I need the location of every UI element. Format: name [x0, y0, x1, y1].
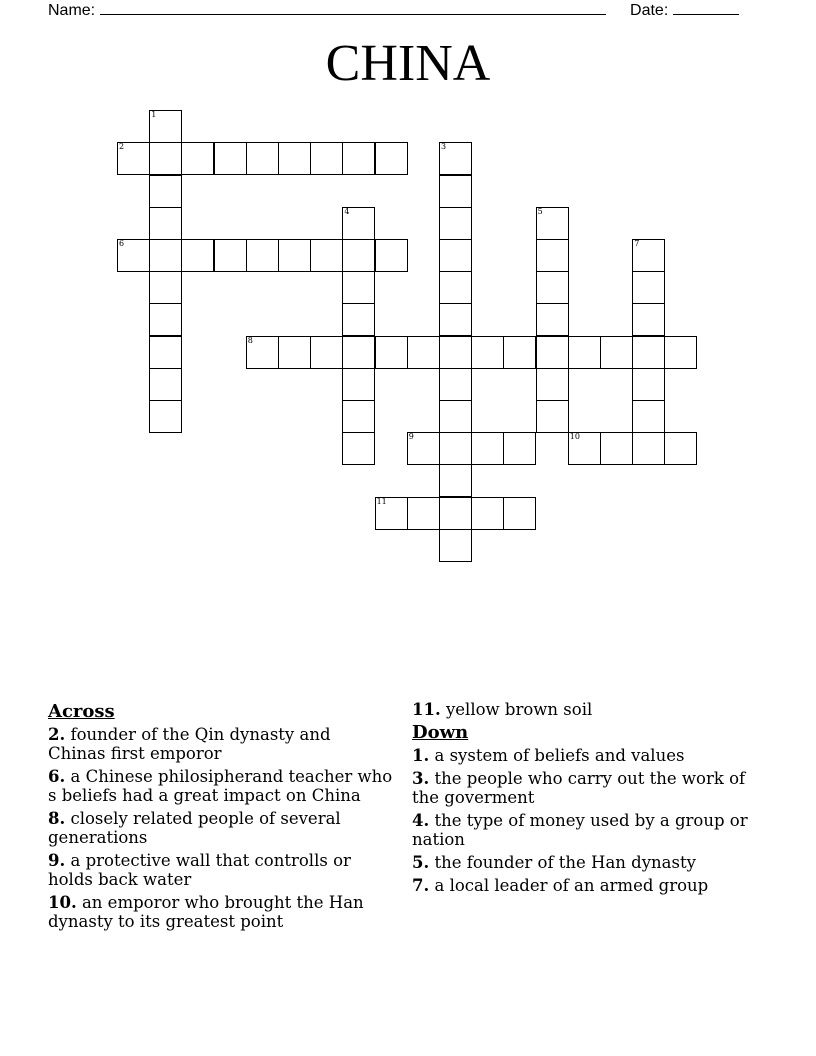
clue-number-label: 5: [537, 206, 543, 216]
grid-cell[interactable]: [149, 271, 182, 304]
clue-number: 11.: [412, 700, 441, 719]
grid-cell[interactable]: [536, 368, 569, 401]
grid-cell[interactable]: [117, 239, 150, 272]
grid-cell[interactable]: [439, 175, 472, 208]
grid-cell[interactable]: [117, 142, 150, 175]
across-clue: [48, 767, 393, 805]
grid-cell[interactable]: [632, 432, 665, 465]
grid-cell[interactable]: [632, 271, 665, 304]
grid-cell[interactable]: [375, 497, 408, 530]
down-clue: [412, 811, 757, 849]
grid-cell[interactable]: [181, 142, 214, 175]
grid-cell[interactable]: [149, 142, 182, 175]
grid-cell[interactable]: [536, 207, 569, 240]
grid-cell[interactable]: [632, 400, 665, 433]
grid-cell[interactable]: [149, 336, 182, 369]
clue-text: a Chinese philosipherand teacher who s beliefs had a great impact on China: [48, 767, 393, 805]
clue-number: 4.: [412, 811, 430, 830]
across-clue: [48, 809, 393, 847]
grid-cell[interactable]: [149, 239, 182, 272]
name-label: Name:: [48, 2, 96, 19]
grid-cell[interactable]: [471, 336, 504, 369]
grid-cell[interactable]: [342, 368, 375, 401]
grid-cell[interactable]: [342, 239, 375, 272]
grid-cell[interactable]: [439, 400, 472, 433]
down-heading: Down: [412, 722, 469, 743]
clue-text: a local leader of an armed group: [434, 876, 709, 895]
grid-cell[interactable]: [439, 432, 472, 465]
clue-text: a protective wall that controlls or holds back water: [48, 851, 351, 889]
down-clue: [412, 769, 757, 807]
grid-cell[interactable]: [536, 239, 569, 272]
grid-cell[interactable]: [342, 142, 375, 175]
grid-cell[interactable]: [439, 142, 472, 175]
grid-cell[interactable]: [246, 239, 279, 272]
grid-cell[interactable]: [536, 336, 569, 369]
clue-number-label: 6: [119, 239, 125, 248]
clue-text: a system of beliefs and values: [434, 746, 685, 765]
grid-cell[interactable]: [439, 529, 472, 562]
grid-cell[interactable]: [375, 142, 408, 175]
clue-text: the founder of the Han dynasty: [434, 853, 696, 872]
grid-cell[interactable]: [278, 336, 311, 369]
grid-cell[interactable]: [439, 336, 472, 369]
grid-cell[interactable]: [503, 432, 536, 465]
grid-cell[interactable]: [664, 432, 697, 465]
grid-cell[interactable]: [342, 400, 375, 433]
grid-cell[interactable]: [471, 432, 504, 465]
grid-cell[interactable]: [439, 303, 472, 336]
grid-cell[interactable]: [342, 303, 375, 336]
clues-left-column: [48, 700, 393, 935]
grid-cell[interactable]: [310, 336, 343, 369]
grid-cell[interactable]: [536, 271, 569, 304]
date-label: Date:: [630, 2, 669, 19]
clue-text: the type of money used by a group or nation: [412, 811, 748, 849]
grid-cell[interactable]: [439, 464, 472, 497]
across-clue: [412, 700, 757, 719]
grid-cell[interactable]: [503, 497, 536, 530]
grid-cell[interactable]: [664, 336, 697, 369]
clue-text: founder of the Qin dynasty and Chinas first emporor: [48, 725, 331, 763]
grid-cell[interactable]: [632, 336, 665, 369]
clue-number-label: 4: [344, 206, 350, 216]
grid-cell[interactable]: [149, 207, 182, 240]
across-clue: [48, 725, 393, 763]
grid-cell[interactable]: [407, 497, 440, 530]
grid-cell[interactable]: [310, 239, 343, 272]
clue-number: 9.: [48, 851, 66, 870]
down-clue: [412, 876, 757, 895]
clue-text: yellow brown soil: [445, 700, 593, 719]
clue-number-label: 1: [151, 110, 157, 120]
clues-right-column: [412, 700, 757, 899]
grid-cell[interactable]: [181, 239, 214, 272]
grid-cell[interactable]: [214, 239, 247, 272]
grid-cell[interactable]: [342, 207, 375, 240]
grid-cell[interactable]: [568, 336, 601, 369]
clue-text: closely related people of several generations: [48, 809, 341, 847]
across-clue: [48, 851, 393, 889]
clue-number-label: 7: [634, 239, 640, 248]
clue-text: an emporor who brought the Han dynasty to its greatest point: [48, 893, 364, 931]
down-clue: [412, 746, 757, 765]
grid-cell[interactable]: [632, 303, 665, 336]
grid-cell[interactable]: [439, 368, 472, 401]
clue-number: 7.: [412, 876, 430, 895]
across-clue: [48, 893, 393, 931]
grid-cell[interactable]: [536, 400, 569, 433]
grid-cell[interactable]: [503, 336, 536, 369]
grid-cell[interactable]: [439, 239, 472, 272]
page-title: CHINA: [325, 35, 491, 92]
grid-cell[interactable]: [632, 239, 665, 272]
clue-text: the people who carry out the work of the goverment: [412, 769, 746, 807]
clue-number: 10.: [48, 893, 77, 912]
clue-number: 8.: [48, 809, 66, 828]
grid-cell[interactable]: [246, 142, 279, 175]
grid-cell[interactable]: [471, 497, 504, 530]
grid-cell[interactable]: [149, 303, 182, 336]
grid-cell[interactable]: [246, 336, 279, 369]
clue-number-label: 8: [247, 335, 253, 345]
clue-number: 2.: [48, 725, 66, 744]
grid-cell[interactable]: [278, 239, 311, 272]
grid-cell[interactable]: [536, 303, 569, 336]
grid-cell[interactable]: [278, 142, 311, 175]
grid-cell[interactable]: [342, 271, 375, 304]
grid-cell[interactable]: [310, 142, 343, 175]
grid-cell[interactable]: [439, 271, 472, 304]
grid-cell[interactable]: [600, 432, 633, 465]
clue-number-label: 3: [441, 142, 447, 152]
grid-cell[interactable]: [342, 336, 375, 369]
grid-cell[interactable]: [439, 497, 472, 530]
clue-number-label: 11: [376, 496, 387, 506]
clue-number-label: 10: [569, 432, 580, 442]
grid-cell[interactable]: [375, 336, 408, 369]
clue-number-label: 9: [408, 432, 414, 442]
grid-cell[interactable]: [149, 110, 182, 143]
grid-cell[interactable]: [214, 142, 247, 175]
grid-cell[interactable]: [407, 432, 440, 465]
grid-cell[interactable]: [568, 432, 601, 465]
grid-cell[interactable]: [632, 368, 665, 401]
grid-cell[interactable]: [149, 400, 182, 433]
clue-number: 6.: [48, 767, 66, 786]
grid-cell[interactable]: [407, 336, 440, 369]
clue-number-label: 2: [119, 142, 125, 152]
grid-cell[interactable]: [375, 239, 408, 272]
grid-cell[interactable]: [149, 368, 182, 401]
grid-cell[interactable]: [439, 207, 472, 240]
grid-cell[interactable]: [342, 432, 375, 465]
grid-cell[interactable]: [600, 336, 633, 369]
down-clue: [412, 853, 757, 872]
grid-cell[interactable]: [149, 175, 182, 208]
clue-number: 5.: [412, 853, 430, 872]
clue-number: 3.: [412, 769, 430, 788]
clue-number: 1.: [412, 746, 430, 765]
across-heading: Across: [48, 701, 115, 722]
